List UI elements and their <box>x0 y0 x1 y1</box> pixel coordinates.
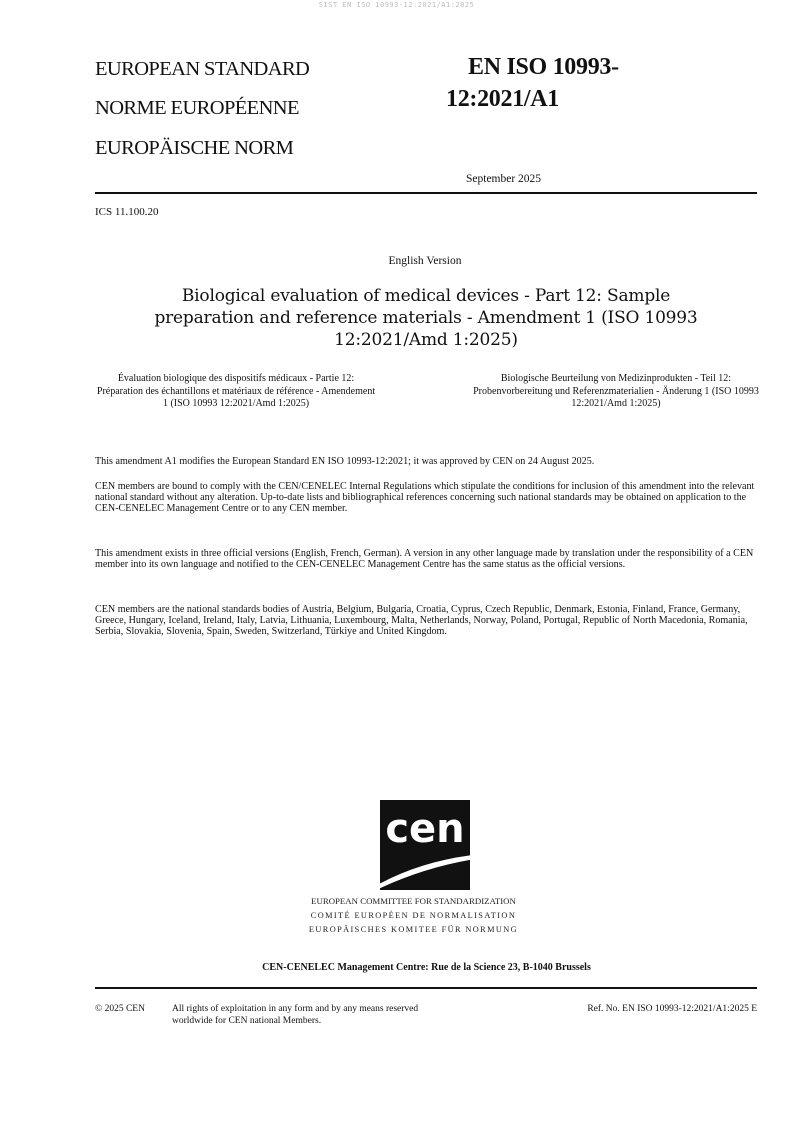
reference-number: Ref. No. EN ISO 10993-12:2021/A1:2025 E <box>587 1004 757 1014</box>
cen-logo-icon <box>380 800 470 890</box>
paragraph-approval: This amendment A1 modifies the European Standard EN ISO 10993-12:2021; it was approved by CEN on 24 August 2025. <box>95 456 595 467</box>
footer-rule <box>95 987 757 989</box>
committee-name-en: EUROPEAN COMMITTEE FOR STANDARDIZATION <box>311 896 516 906</box>
watermark: SIST EN ISO 10993-12:2021/A1:2025 <box>318 1 475 9</box>
document-title: Biological evaluation of medical devices - Part 12: Sample preparation and reference materials - Amendment 1 (ISO 10993 12:2021/Amd 1:2025) <box>154 286 698 350</box>
standard-name-en: EUROPEAN STANDARD <box>95 58 310 80</box>
header-rule <box>95 192 757 194</box>
copyright: © 2025 CEN <box>95 1004 145 1014</box>
standard-number-line2: 12:2021/A1 <box>446 86 559 112</box>
paragraph-compliance: CEN members are bound to comply with the CEN/CENELEC Internal Regulations which stipulate the conditions for inclusion of this amendment into the relevant national standard without any alteration. Up-to-date lists and bibliographical references concerning such national standards may be obtained on application to the CEN-CENELEC Management Centre or to any CEN member. <box>95 481 755 515</box>
committee-name-fr: COMITÉ EUROPÉEN DE NORMALISATION <box>310 911 517 920</box>
title-german: Biologische Beurteilung von Medizinprodukten - Teil 12: Probenvorbereitung und Referenzmaterialien - Änderung 1 (ISO 10993 12:2021/Amd 1:2025) <box>473 373 759 409</box>
paragraph-members: CEN members are the national standards bodies of Austria, Belgium, Bulgaria, Croatia, Cyprus, Czech Republic, Denmark, Estonia, Finland, France, Germany, Greece, Hungary, Iceland, Ireland, Italy, Latvia, Lithuania, Luxembourg, Malta, Netherlands, Norway, Poland, Portugal, Republic of North Macedonia, Romania, Serbia, Slovakia, Slovenia, Spain, Sweden, Switzerland, Türkiye and United Kingdom. <box>95 604 748 638</box>
standard-name-de: EUROPÄISCHE NORM <box>95 137 294 159</box>
title-french: Évaluation biologique des dispositifs médicaux - Partie 12: Préparation des échantillons et matériaux de référence - Amendement 1 (ISO 10993 12:2021/Amd 1:2025) <box>96 373 376 409</box>
rights-line-2: worldwide for CEN national Members. <box>172 1015 322 1026</box>
publication-date: September 2025 <box>466 173 542 185</box>
rights-line-1: All rights of exploitation in any form and by any means reserved <box>172 1004 419 1014</box>
version-label: English Version <box>388 255 462 267</box>
committee-name-de: EUROPÄISCHES KOMITEE FÜR NORMUNG <box>308 925 519 934</box>
cen-logo-graphic <box>380 800 470 890</box>
cen-logo-text: cen <box>385 806 465 852</box>
paragraph-versions: This amendment exists in three official versions (English, French, German). A version in any other language made by translation under the responsibility of a CEN member into its own language and notified to the CEN-CENELEC Management Centre has the same status as the official versions. <box>95 548 754 571</box>
management-centre: CEN-CENELEC Management Centre: Rue de la Science 23, B-1040 Brussels <box>262 962 591 973</box>
rights-statement <box>172 1004 502 1027</box>
ics-code: ICS 11.100.20 <box>95 206 159 218</box>
standard-number-line1: EN ISO 10993- <box>468 54 619 80</box>
standard-name-fr: NORME EUROPÉENNE <box>95 97 299 119</box>
standard-number <box>446 51 676 115</box>
